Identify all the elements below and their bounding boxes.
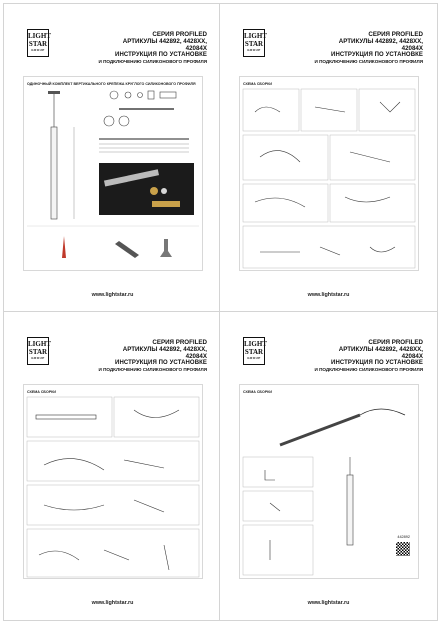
- assembly-steps-diagram: [24, 395, 202, 580]
- brand-logo: LIGHT STAR GROUP: [243, 337, 265, 365]
- section-label: СХЕМА СБОРКИ: [27, 390, 56, 394]
- brand-logo: LIGHT STAR GROUP: [27, 337, 49, 365]
- kit-diagram: [24, 81, 202, 271]
- assembly-panel: [23, 384, 203, 579]
- instruction-sheet-3: [3, 311, 222, 621]
- website-link[interactable]: www.lightstar.ru: [91, 600, 134, 606]
- section-label: ОДИНОЧНЫЙ КОМПЛЕКТ ВЕРТИКАЛЬНОГО КРЕПЕЖА КРУГЛОГО СИЛИКОНОВОГО ПРОФИЛЯ: [27, 82, 196, 86]
- section-label: СХЕМА СБОРКИ: [243, 390, 272, 394]
- qr-code: [396, 542, 410, 556]
- brand-logo: LIGHT STAR GROUP: [243, 29, 265, 57]
- website-link[interactable]: www.lightstar.ru: [91, 292, 134, 298]
- sheet-title: СЕРИЯ PROFILED АРТИКУЛЫ 442892, 4428XX, 42084X ИНСТРУКЦИЯ ПО УСТАНОВКЕ И ПОДКЛЮЧЕНИЮ СИЛИКОНОВОГО ПРОФИЛЯ: [98, 31, 207, 64]
- sheet-title: СЕРИЯ PROFILED АРТИКУЛЫ 442892, 4428XX, 42084X ИНСТРУКЦИЯ ПО УСТАНОВКЕ И ПОДКЛЮЧЕНИЮ СИЛИКОНОВОГО ПРОФИЛЯ: [314, 31, 423, 64]
- product-code: 442892: [397, 535, 410, 539]
- section-label: СХЕМА СБОРКИ: [243, 82, 272, 86]
- assembly-panel: [239, 384, 419, 579]
- brand-logo: LIGHT STAR GROUP: [27, 29, 49, 57]
- website-link[interactable]: www.lightstar.ru: [307, 600, 350, 606]
- assembly-steps-diagram: [240, 87, 418, 272]
- instruction-sheet-1: [3, 3, 222, 313]
- sheet-title: СЕРИЯ PROFILED АРТИКУЛЫ 442892, 4428XX, 42084X ИНСТРУКЦИЯ ПО УСТАНОВКЕ И ПОДКЛЮЧЕНИЮ СИЛИКОНОВОГО ПРОФИЛЯ: [314, 339, 423, 372]
- website-link[interactable]: www.lightstar.ru: [307, 292, 350, 298]
- final-assembly-diagram: [240, 395, 418, 580]
- assembly-panel: [239, 76, 419, 271]
- instruction-sheet-2: [219, 3, 438, 313]
- instruction-sheet-4: [219, 311, 438, 621]
- sheet-title: СЕРИЯ PROFILED АРТИКУЛЫ 442892, 4428XX, 42084X ИНСТРУКЦИЯ ПО УСТАНОВКЕ И ПОДКЛЮЧЕНИЮ СИЛИКОНОВОГО ПРОФИЛЯ: [98, 339, 207, 372]
- kit-content-panel: [23, 76, 203, 271]
